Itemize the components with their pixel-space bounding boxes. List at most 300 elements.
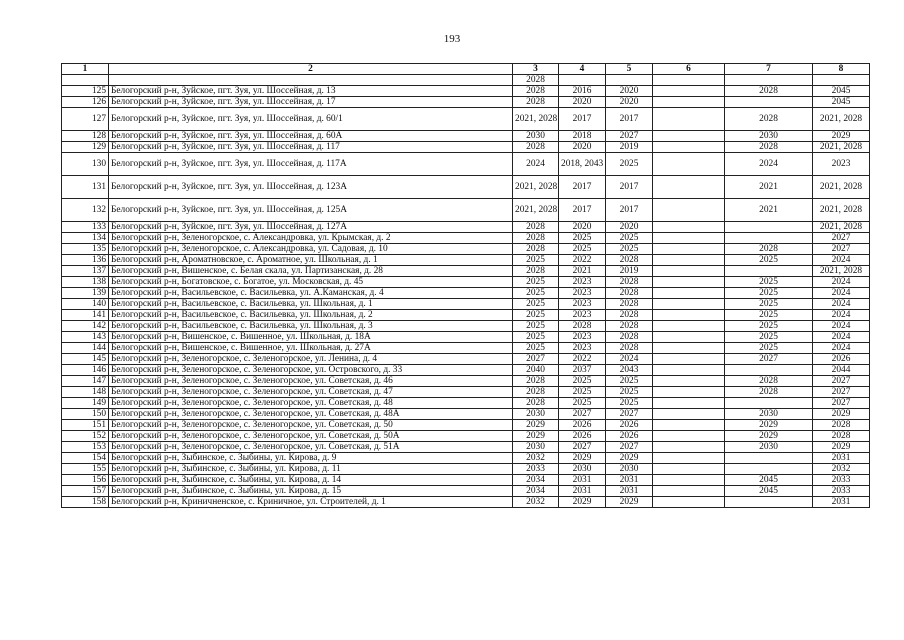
address-cell: Белогорский р-н, Зыбинское, с. Зыбины, ул. Кирова, д. 14 bbox=[109, 475, 513, 486]
row-number-cell: 150 bbox=[62, 409, 109, 420]
year-cell: 2017 bbox=[606, 108, 653, 131]
year-cell: 2025 bbox=[725, 288, 813, 299]
year-cell: 2021, 2028 bbox=[813, 266, 870, 277]
table-row bbox=[62, 277, 870, 288]
year-cell bbox=[725, 453, 813, 464]
year-cell: 2020 bbox=[606, 97, 653, 108]
year-cell: 2025 bbox=[559, 398, 606, 409]
year-cell: 2021, 2028 bbox=[513, 199, 559, 222]
year-cell: 2030 bbox=[725, 442, 813, 453]
year-cell: 2028 bbox=[813, 420, 870, 431]
row-number-cell: 138 bbox=[62, 277, 109, 288]
address-cell: Белогорский р-н, Зыбинское, с. Зыбины, ул. Кирова, д. 15 bbox=[109, 486, 513, 497]
year-cell bbox=[813, 75, 870, 86]
address-cell: Белогорский р-н, Зуйское, пгт. Зуя, ул. Шоссейная, д. 117А bbox=[109, 153, 513, 176]
address-cell: Белогорский р-н, Зеленогорское, с. Зеленогорское, ул. Советская, д. 47 bbox=[109, 387, 513, 398]
year-cell: 2024 bbox=[813, 332, 870, 343]
row-number-cell: 158 bbox=[62, 497, 109, 508]
year-cell: 2032 bbox=[813, 464, 870, 475]
address-cell: Белогорский р-н, Зуйское, пгт. Зуя, ул. Шоссейная, д. 117 bbox=[109, 142, 513, 153]
address-cell: Белогорский р-н, Васильевское, с. Васильевка, ул. Школьная, д. 1 bbox=[109, 299, 513, 310]
year-cell: 2025 bbox=[606, 153, 653, 176]
year-cell: 2021, 2028 bbox=[813, 176, 870, 199]
table-row bbox=[62, 233, 870, 244]
year-cell: 2031 bbox=[813, 497, 870, 508]
year-cell: 2025 bbox=[513, 277, 559, 288]
column-header: 1 bbox=[62, 64, 109, 75]
year-cell: 2025 bbox=[606, 244, 653, 255]
year-cell: 2025 bbox=[513, 288, 559, 299]
year-cell: 2028 bbox=[513, 222, 559, 233]
table-body bbox=[62, 75, 870, 508]
year-cell: 2029 bbox=[606, 453, 653, 464]
year-cell: 2023 bbox=[559, 332, 606, 343]
year-cell: 2023 bbox=[559, 288, 606, 299]
address-cell: Белогорский р-н, Зуйское, пгт. Зуя, ул. Шоссейная, д. 125А bbox=[109, 199, 513, 222]
address-cell: Белогорский р-н, Зуйское, пгт. Зуя, ул. Шоссейная, д. 13 bbox=[109, 86, 513, 97]
year-cell: 2020 bbox=[559, 97, 606, 108]
year-cell bbox=[653, 464, 725, 475]
row-number-cell: 157 bbox=[62, 486, 109, 497]
row-number-cell: 129 bbox=[62, 142, 109, 153]
table-row bbox=[62, 321, 870, 332]
year-cell: 2025 bbox=[513, 310, 559, 321]
year-cell: 2031 bbox=[559, 486, 606, 497]
year-cell bbox=[653, 310, 725, 321]
year-cell bbox=[653, 398, 725, 409]
year-cell: 2028 bbox=[725, 142, 813, 153]
year-cell: 2027 bbox=[606, 442, 653, 453]
year-cell: 2030 bbox=[513, 131, 559, 142]
year-cell: 2025 bbox=[725, 343, 813, 354]
year-cell: 2024 bbox=[813, 288, 870, 299]
address-cell: Белогорский р-н, Зуйское, пгт. Зуя, ул. Шоссейная, д. 60А bbox=[109, 131, 513, 142]
year-cell: 2029 bbox=[725, 420, 813, 431]
year-cell: 2028 bbox=[725, 387, 813, 398]
year-cell: 2034 bbox=[513, 486, 559, 497]
year-cell bbox=[725, 464, 813, 475]
year-cell: 2028 bbox=[725, 244, 813, 255]
year-cell: 2028 bbox=[513, 387, 559, 398]
address-cell: Белогорский р-н, Зеленогорское, с. Зеленогорское, ул. Советская, д. 46 bbox=[109, 376, 513, 387]
address-cell: Белогорский р-н, Зеленогорское, с. Зеленогорское, ул. Советская, д. 50А bbox=[109, 431, 513, 442]
year-cell bbox=[653, 321, 725, 332]
table-row bbox=[62, 332, 870, 343]
table-row bbox=[62, 464, 870, 475]
year-cell: 2028 bbox=[606, 343, 653, 354]
year-cell: 2020 bbox=[559, 222, 606, 233]
row-number-cell: 146 bbox=[62, 365, 109, 376]
year-cell: 2025 bbox=[606, 398, 653, 409]
year-cell: 2025 bbox=[513, 255, 559, 266]
year-cell: 2028 bbox=[606, 255, 653, 266]
year-cell: 2023 bbox=[559, 277, 606, 288]
year-cell: 2027 bbox=[813, 376, 870, 387]
year-cell: 2022 bbox=[559, 354, 606, 365]
year-cell: 2027 bbox=[606, 131, 653, 142]
year-cell: 2026 bbox=[606, 431, 653, 442]
row-number-cell: 139 bbox=[62, 288, 109, 299]
year-cell bbox=[653, 142, 725, 153]
year-cell: 2029 bbox=[606, 497, 653, 508]
row-number-cell: 131 bbox=[62, 176, 109, 199]
year-cell: 2045 bbox=[725, 486, 813, 497]
year-cell bbox=[653, 343, 725, 354]
year-cell: 2028 bbox=[513, 266, 559, 277]
year-cell: 2029 bbox=[559, 497, 606, 508]
year-cell: 2030 bbox=[606, 464, 653, 475]
year-cell: 2017 bbox=[559, 176, 606, 199]
year-cell bbox=[725, 365, 813, 376]
year-cell bbox=[653, 299, 725, 310]
row-number-cell: 149 bbox=[62, 398, 109, 409]
row-number-cell: 151 bbox=[62, 420, 109, 431]
row-number-cell: 130 bbox=[62, 153, 109, 176]
row-number-cell: 148 bbox=[62, 387, 109, 398]
year-cell bbox=[653, 387, 725, 398]
row-number-cell: 156 bbox=[62, 475, 109, 486]
table-row bbox=[62, 497, 870, 508]
address-cell: Белогорский р-н, Зеленогорское, с. Александровка, ул. Садовая, д. 10 bbox=[109, 244, 513, 255]
address-cell: Белогорский р-н, Зеленогорское, с. Зеленогорское, ул. Ленина, д. 4 bbox=[109, 354, 513, 365]
year-cell bbox=[653, 199, 725, 222]
row-number-cell: 152 bbox=[62, 431, 109, 442]
address-cell: Белогорский р-н, Зуйское, пгт. Зуя, ул. Шоссейная, д. 127А bbox=[109, 222, 513, 233]
year-cell: 2021 bbox=[725, 199, 813, 222]
address-cell: Белогорский р-н, Зеленогорское, с. Зеленогорское, ул. Советская, д. 48 bbox=[109, 398, 513, 409]
table-row bbox=[62, 310, 870, 321]
year-cell: 2031 bbox=[813, 453, 870, 464]
year-cell bbox=[653, 288, 725, 299]
year-cell: 2021, 2028 bbox=[813, 199, 870, 222]
year-cell: 2028 bbox=[725, 108, 813, 131]
address-cell: Белогорский р-н, Зыбинское, с. Зыбины, ул. Кирова, д. 9 bbox=[109, 453, 513, 464]
row-number-cell: 142 bbox=[62, 321, 109, 332]
year-cell: 2027 bbox=[725, 354, 813, 365]
year-cell: 2024 bbox=[813, 277, 870, 288]
year-cell: 2033 bbox=[513, 464, 559, 475]
year-cell: 2021, 2028 bbox=[513, 108, 559, 131]
table-row bbox=[62, 453, 870, 464]
row-number-cell: 144 bbox=[62, 343, 109, 354]
year-cell: 2024 bbox=[513, 153, 559, 176]
row-number-cell: 154 bbox=[62, 453, 109, 464]
column-header: 2 bbox=[109, 64, 513, 75]
table-row bbox=[62, 486, 870, 497]
year-cell: 2026 bbox=[813, 354, 870, 365]
year-cell: 2025 bbox=[725, 310, 813, 321]
year-cell: 2025 bbox=[513, 343, 559, 354]
year-cell: 2025 bbox=[559, 376, 606, 387]
year-cell: 2025 bbox=[725, 332, 813, 343]
year-cell: 2034 bbox=[513, 475, 559, 486]
year-cell: 2024 bbox=[606, 354, 653, 365]
year-cell: 2023 bbox=[559, 299, 606, 310]
year-cell: 2024 bbox=[813, 343, 870, 354]
row-number-cell: 128 bbox=[62, 131, 109, 142]
year-cell: 2030 bbox=[725, 131, 813, 142]
row-number-cell: 145 bbox=[62, 354, 109, 365]
year-cell: 2031 bbox=[606, 486, 653, 497]
year-cell bbox=[653, 97, 725, 108]
table-row bbox=[62, 387, 870, 398]
year-cell: 2027 bbox=[813, 233, 870, 244]
year-cell: 2028 bbox=[513, 97, 559, 108]
address-cell: Белогорский р-н, Криничненское, с. Криничное, ул. Строителей, д. 1 bbox=[109, 497, 513, 508]
year-cell: 2022 bbox=[559, 255, 606, 266]
table-row bbox=[62, 199, 870, 222]
table-row bbox=[62, 475, 870, 486]
year-cell: 2023 bbox=[813, 153, 870, 176]
year-cell: 2017 bbox=[606, 176, 653, 199]
row-number-cell: 137 bbox=[62, 266, 109, 277]
year-cell bbox=[653, 75, 725, 86]
year-cell: 2025 bbox=[725, 277, 813, 288]
year-cell: 2040 bbox=[513, 365, 559, 376]
year-cell: 2025 bbox=[725, 255, 813, 266]
year-cell: 2027 bbox=[813, 244, 870, 255]
table-row bbox=[62, 222, 870, 233]
year-cell: 2028 bbox=[606, 310, 653, 321]
year-cell: 2024 bbox=[725, 153, 813, 176]
year-cell: 2033 bbox=[813, 486, 870, 497]
table-row bbox=[62, 431, 870, 442]
year-cell: 2025 bbox=[513, 299, 559, 310]
year-cell: 2024 bbox=[813, 310, 870, 321]
year-cell: 2028 bbox=[513, 233, 559, 244]
year-cell: 2020 bbox=[606, 222, 653, 233]
year-cell: 2027 bbox=[559, 442, 606, 453]
column-header: 3 bbox=[513, 64, 559, 75]
year-cell: 2028 bbox=[513, 86, 559, 97]
address-cell: Белогорский р-н, Зуйское, пгт. Зуя, ул. Шоссейная, д. 17 bbox=[109, 97, 513, 108]
year-cell: 2019 bbox=[606, 266, 653, 277]
year-cell: 2033 bbox=[813, 475, 870, 486]
year-cell: 2025 bbox=[513, 332, 559, 343]
year-cell: 2020 bbox=[559, 142, 606, 153]
year-cell: 2021, 2028 bbox=[813, 108, 870, 131]
year-cell bbox=[653, 420, 725, 431]
year-cell: 2025 bbox=[725, 321, 813, 332]
year-cell bbox=[653, 222, 725, 233]
row-number-cell: 143 bbox=[62, 332, 109, 343]
year-cell bbox=[606, 75, 653, 86]
address-cell: Белогорский р-н, Васильевское, с. Васильевка, ул. Школьная, д. 3 bbox=[109, 321, 513, 332]
year-cell bbox=[725, 266, 813, 277]
year-cell bbox=[725, 233, 813, 244]
year-cell: 2032 bbox=[513, 497, 559, 508]
year-cell: 2028 bbox=[513, 398, 559, 409]
year-cell: 2018 bbox=[559, 131, 606, 142]
column-header: 5 bbox=[606, 64, 653, 75]
year-cell: 2032 bbox=[513, 453, 559, 464]
year-cell bbox=[653, 131, 725, 142]
table-row bbox=[62, 442, 870, 453]
row-number-cell: 127 bbox=[62, 108, 109, 131]
table-row bbox=[62, 354, 870, 365]
year-cell: 2017 bbox=[606, 199, 653, 222]
row-number-cell: 155 bbox=[62, 464, 109, 475]
year-cell: 2025 bbox=[606, 387, 653, 398]
year-cell: 2030 bbox=[725, 409, 813, 420]
row-number-cell: 136 bbox=[62, 255, 109, 266]
year-cell bbox=[653, 409, 725, 420]
year-cell: 2021 bbox=[559, 266, 606, 277]
column-header: 8 bbox=[813, 64, 870, 75]
address-cell: Белогорский р-н, Зыбинское, с. Зыбины, ул. Кирова, д. 11 bbox=[109, 464, 513, 475]
address-cell: Белогорский р-н, Вишенское, с. Вишенное, ул. Школьная, д. 18А bbox=[109, 332, 513, 343]
column-header: 6 bbox=[653, 64, 725, 75]
year-cell bbox=[653, 354, 725, 365]
table-row bbox=[62, 97, 870, 108]
table-row bbox=[62, 108, 870, 131]
table-row bbox=[62, 244, 870, 255]
year-cell: 2029 bbox=[513, 431, 559, 442]
year-cell bbox=[653, 86, 725, 97]
year-cell: 2025 bbox=[725, 299, 813, 310]
table-header-row bbox=[62, 64, 870, 75]
address-cell: Белогорский р-н, Зеленогорское, с. Зеленогорское, ул. Советская, д. 50 bbox=[109, 420, 513, 431]
table-row bbox=[62, 299, 870, 310]
year-cell: 2020 bbox=[606, 86, 653, 97]
address-cell: Белогорский р-н, Васильевское, с. Васильевка, ул. А.Каманская, д. 4 bbox=[109, 288, 513, 299]
row-number-cell: 147 bbox=[62, 376, 109, 387]
year-cell: 2030 bbox=[513, 409, 559, 420]
year-cell: 2019 bbox=[606, 142, 653, 153]
year-cell: 2029 bbox=[725, 431, 813, 442]
year-cell: 2027 bbox=[559, 409, 606, 420]
column-header: 4 bbox=[559, 64, 606, 75]
year-cell: 2030 bbox=[513, 442, 559, 453]
year-cell bbox=[653, 277, 725, 288]
table-row bbox=[62, 343, 870, 354]
year-cell: 2023 bbox=[559, 343, 606, 354]
address-cell: Белогорский р-н, Вишенское, с. Вишенное, ул. Школьная, д. 27А bbox=[109, 343, 513, 354]
year-cell: 2024 bbox=[813, 321, 870, 332]
year-cell bbox=[653, 431, 725, 442]
address-cell: Белогорский р-н, Вишенское, с. Белая скала, ул. Партизанская, д. 28 bbox=[109, 266, 513, 277]
year-cell: 2025 bbox=[559, 233, 606, 244]
column-header: 7 bbox=[725, 64, 813, 75]
row-number-cell: 125 bbox=[62, 86, 109, 97]
year-cell bbox=[653, 233, 725, 244]
year-cell: 2030 bbox=[559, 464, 606, 475]
year-cell bbox=[725, 97, 813, 108]
year-cell: 2028 bbox=[513, 75, 559, 86]
year-cell: 2029 bbox=[813, 442, 870, 453]
year-cell: 2043 bbox=[606, 365, 653, 376]
table-row bbox=[62, 398, 870, 409]
table-row bbox=[62, 266, 870, 277]
year-cell: 2028 bbox=[559, 321, 606, 332]
year-cell: 2021, 2028 bbox=[513, 176, 559, 199]
year-cell bbox=[653, 453, 725, 464]
year-cell bbox=[653, 376, 725, 387]
year-cell: 2025 bbox=[559, 244, 606, 255]
table-row bbox=[62, 376, 870, 387]
year-cell: 2028 bbox=[606, 299, 653, 310]
table-row bbox=[62, 288, 870, 299]
year-cell: 2028 bbox=[725, 86, 813, 97]
table-row bbox=[62, 75, 870, 86]
year-cell bbox=[725, 222, 813, 233]
year-cell: 2029 bbox=[813, 131, 870, 142]
address-cell: Белогорский р-н, Зеленогорское, с. Зеленогорское, ул. Советская, д. 48А bbox=[109, 409, 513, 420]
year-cell bbox=[653, 108, 725, 131]
table-row bbox=[62, 420, 870, 431]
year-cell bbox=[653, 486, 725, 497]
address-cell: Белогорский р-н, Зеленогорское, с. Александровка, ул. Крымская, д. 2 bbox=[109, 233, 513, 244]
address-cell: Белогорский р-н, Зуйское, пгт. Зуя, ул. Шоссейная, д. 60/1 bbox=[109, 108, 513, 131]
year-cell: 2026 bbox=[559, 420, 606, 431]
address-cell: Белогорский р-н, Зеленогорское, с. Зеленогорское, ул. Островского, д. 33 bbox=[109, 365, 513, 376]
row-number-cell: 134 bbox=[62, 233, 109, 244]
year-cell: 2027 bbox=[606, 409, 653, 420]
row-number-cell: 153 bbox=[62, 442, 109, 453]
row-number-cell: 133 bbox=[62, 222, 109, 233]
year-cell: 2016 bbox=[559, 86, 606, 97]
table-row bbox=[62, 176, 870, 199]
year-cell: 2025 bbox=[606, 376, 653, 387]
row-number-cell: 135 bbox=[62, 244, 109, 255]
page-number: 193 bbox=[443, 33, 461, 45]
address-cell: Белогорский р-н, Зеленогорское, с. Зеленогорское, ул. Советская, д. 51А bbox=[109, 442, 513, 453]
row-number-cell: 141 bbox=[62, 310, 109, 321]
year-cell: 2027 bbox=[813, 387, 870, 398]
year-cell: 2028 bbox=[513, 376, 559, 387]
year-cell: 2031 bbox=[606, 475, 653, 486]
table-row bbox=[62, 153, 870, 176]
year-cell: 2028 bbox=[513, 244, 559, 255]
address-cell: Белогорский р-н, Ароматновское, с. Ароматное, ул. Школьная, д. 1 bbox=[109, 255, 513, 266]
year-cell: 2028 bbox=[725, 376, 813, 387]
year-cell bbox=[653, 442, 725, 453]
year-cell: 2021 bbox=[725, 176, 813, 199]
year-cell: 2025 bbox=[513, 321, 559, 332]
year-cell bbox=[653, 497, 725, 508]
year-cell bbox=[653, 244, 725, 255]
year-cell: 2044 bbox=[813, 365, 870, 376]
table-row bbox=[62, 255, 870, 266]
year-cell: 2037 bbox=[559, 365, 606, 376]
year-cell: 2021, 2028 bbox=[813, 142, 870, 153]
year-cell: 2017 bbox=[559, 199, 606, 222]
year-cell: 2024 bbox=[813, 255, 870, 266]
address-cell bbox=[109, 75, 513, 86]
table-row bbox=[62, 131, 870, 142]
address-cell: Белогорский р-н, Васильевское, с. Васильевка, ул. Школьная, д. 2 bbox=[109, 310, 513, 321]
table-row bbox=[62, 142, 870, 153]
year-cell: 2028 bbox=[513, 142, 559, 153]
year-cell: 2026 bbox=[559, 431, 606, 442]
year-cell: 2025 bbox=[606, 233, 653, 244]
table-row bbox=[62, 409, 870, 420]
table-row bbox=[62, 365, 870, 376]
year-cell bbox=[653, 332, 725, 343]
year-cell bbox=[559, 75, 606, 86]
registry-table bbox=[61, 63, 870, 508]
year-cell: 2029 bbox=[513, 420, 559, 431]
year-cell: 2026 bbox=[606, 420, 653, 431]
row-number-cell: 126 bbox=[62, 97, 109, 108]
year-cell bbox=[653, 475, 725, 486]
year-cell bbox=[653, 365, 725, 376]
row-number-cell: 140 bbox=[62, 299, 109, 310]
year-cell: 2027 bbox=[513, 354, 559, 365]
year-cell: 2028 bbox=[813, 431, 870, 442]
year-cell: 2028 bbox=[606, 277, 653, 288]
year-cell bbox=[653, 266, 725, 277]
